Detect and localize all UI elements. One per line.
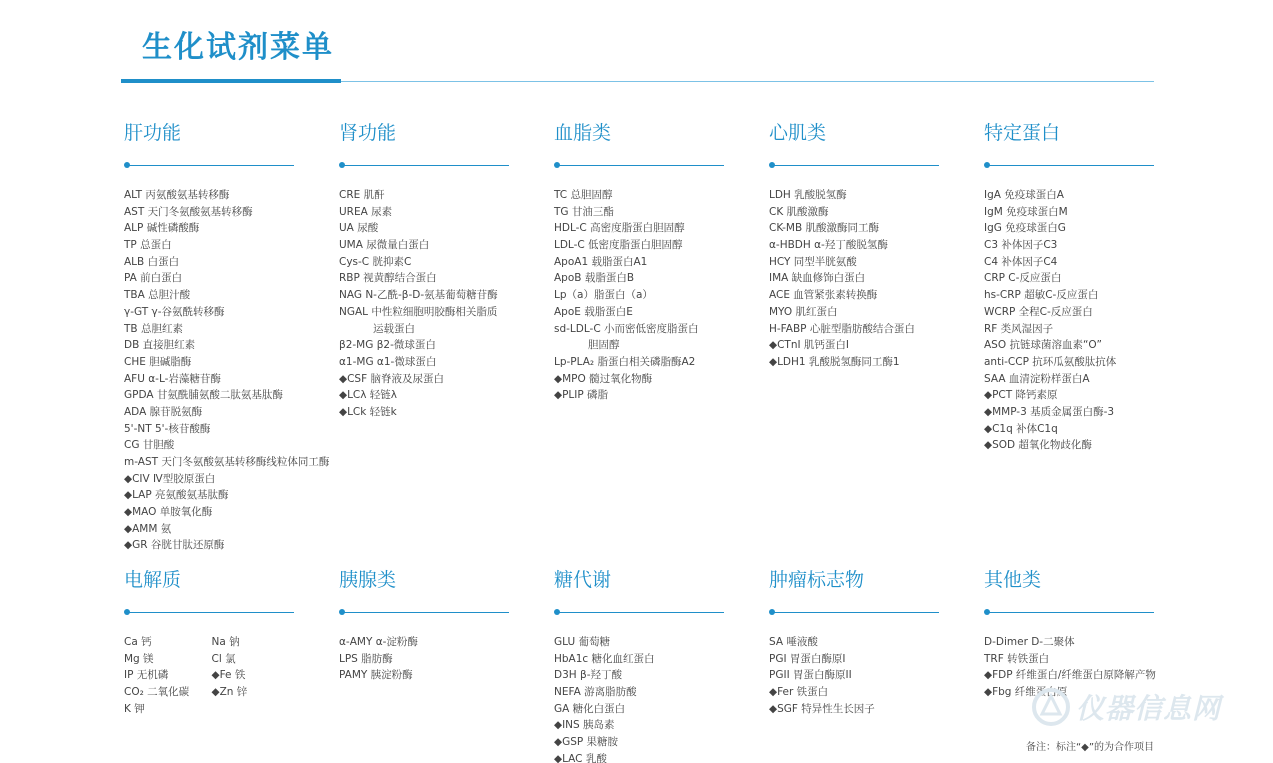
list-item: m-AST 天门冬氨酸氨基转移酶线粒体同工酶 xyxy=(124,456,330,468)
list-item: PGII 胃蛋白酶原II xyxy=(769,669,852,682)
section-title-other: 其他类 xyxy=(984,569,1042,591)
list-item: anti-CCP 抗环瓜氨酸肽抗体 xyxy=(984,355,1117,368)
list-item: HDL-C 高密度脂蛋白胆固醇 xyxy=(554,222,685,235)
item-list-glucose xyxy=(554,634,729,763)
list-item: hs-CRP 超敏C-反应蛋白 xyxy=(984,289,1099,302)
item-list-liver xyxy=(124,187,330,554)
list-item: Mg 镁 xyxy=(124,652,154,665)
section-electrolyte xyxy=(124,567,299,717)
list-item: GA 糖化白蛋白 xyxy=(554,702,626,715)
list-item: HCY 同型半胱氨酸 xyxy=(769,255,857,268)
item-list-kidney xyxy=(339,187,514,421)
section-title-tumor-marker: 肿瘤标志物 xyxy=(769,569,865,591)
section-other xyxy=(984,567,1159,701)
list-item: α-HBDH α-羟丁酸脱氢酶 xyxy=(769,239,888,252)
list-item: TRF 转铁蛋白 xyxy=(984,652,1050,665)
section-tumor-marker xyxy=(769,567,944,717)
list-item: TB 总胆红素 xyxy=(124,322,183,335)
section-title-kidney: 肾功能 xyxy=(339,122,397,144)
list-item: TC 总胆固醇 xyxy=(554,189,613,201)
page-title: 生化试剂菜单 xyxy=(142,30,334,65)
list-item: ◆MAO 单胺氧化酶 xyxy=(124,506,213,519)
list-item: WCRP 全程C-反应蛋白 xyxy=(984,305,1093,318)
list-item: AST 天门冬氨酸氨基转移酶 xyxy=(124,205,253,218)
section-title-glucose: 糖代谢 xyxy=(554,569,612,591)
list-item: GLU 葡萄糖 xyxy=(554,636,610,648)
list-item: SAA 血清淀粉样蛋白A xyxy=(984,372,1090,385)
section-kidney xyxy=(339,120,514,421)
list-item: DB 直接胆红素 xyxy=(124,339,196,352)
list-item: Lp（a）脂蛋白（a） xyxy=(554,289,653,302)
list-item: HbA1c 糖化血红蛋白 xyxy=(554,652,655,665)
section-divider xyxy=(554,608,724,616)
section-title-liver: 肝功能 xyxy=(124,122,182,144)
list-item: CHE 胆碱脂酶 xyxy=(124,355,192,368)
list-item: ACE 血管紧张素转换酶 xyxy=(769,289,878,302)
list-item: PGI 胃蛋白酶原I xyxy=(769,652,846,665)
list-item: SA 唾液酸 xyxy=(769,636,818,648)
list-item: ◆PCT 降钙素原 xyxy=(984,389,1058,402)
watermark-logo-icon xyxy=(1030,686,1072,728)
list-item: LDH 乳酸脱氢酶 xyxy=(769,189,847,201)
list-item: CK 肌酸激酶 xyxy=(769,205,829,218)
list-item: α1-MG α1-微球蛋白 xyxy=(339,355,437,368)
list-item: ◆LAP 亮氨酸氨基肽酶 xyxy=(124,489,229,502)
list-item: ADA 腺苷脱氨酶 xyxy=(124,405,203,418)
electrolyte-column-1 xyxy=(124,634,212,717)
list-item: CRP C-反应蛋白 xyxy=(984,272,1062,285)
section-glucose xyxy=(554,567,729,763)
list-item: ◆MPO 髓过氧化物酶 xyxy=(554,372,653,385)
section-liver xyxy=(124,120,330,554)
list-item: IgA 免疫球蛋白A xyxy=(984,189,1064,201)
list-item: ◆INS 胰岛素 xyxy=(554,719,615,732)
list-item: NGAL 中性粒细胞明胶酶相关脂质 xyxy=(339,305,498,318)
list-item: PAMY 胰淀粉酶 xyxy=(339,669,413,682)
item-list-specific-protein xyxy=(984,187,1159,454)
list-item: ◆LAC 乳酸 xyxy=(554,752,607,763)
list-item: IgM 免疫球蛋白M xyxy=(984,205,1068,218)
list-item: ApoE 载脂蛋白E xyxy=(554,305,633,318)
list-item: RBP 视黄醇结合蛋白 xyxy=(339,272,437,285)
list-item: α-AMY α-淀粉酶 xyxy=(339,636,418,648)
list-item: MYO 肌红蛋白 xyxy=(769,305,838,318)
list-item: ◆LDH1 乳酸脱氢酶同工酶1 xyxy=(769,355,900,368)
list-item: ◆CTnI 肌钙蛋白I xyxy=(769,339,850,352)
list-item: ◆AMM 氨 xyxy=(124,522,172,535)
watermark-logo xyxy=(1030,683,1260,731)
list-item: RF 类风湿因子 xyxy=(984,322,1054,335)
list-item: ALB 白蛋白 xyxy=(124,255,180,268)
list-item: 5'-NT 5'-核苷酸酶 xyxy=(124,422,211,435)
item-list-lipid xyxy=(554,187,729,404)
item-list-tumor-marker xyxy=(769,634,944,717)
list-item: K 钾 xyxy=(124,702,145,715)
item-list-pancreas xyxy=(339,634,514,684)
list-item: LDL-C 低密度脂蛋白胆固醇 xyxy=(554,239,683,252)
list-item: IP 无机磷 xyxy=(124,669,169,682)
list-item: AFU α-L-岩藻糖苷酶 xyxy=(124,372,221,385)
list-item: UA 尿酸 xyxy=(339,222,379,235)
list-item: CG 甘胆酸 xyxy=(124,439,175,452)
section-divider xyxy=(339,608,509,616)
section-divider xyxy=(769,161,939,169)
section-title-cardiac: 心肌类 xyxy=(769,122,827,144)
watermark-text: 仪器信息网 xyxy=(1076,692,1222,725)
list-item-continuation: 胆固醇 xyxy=(588,339,620,352)
list-item: ◆LCk 轻链k xyxy=(339,405,397,418)
list-item: ◆SOD 超氧化物歧化酶 xyxy=(984,439,1092,452)
list-item: ◆FDP 纤维蛋白/纤维蛋白原降解产物 xyxy=(984,669,1156,682)
list-item: ◆SGF 特异性生长因子 xyxy=(769,702,875,715)
section-divider xyxy=(984,161,1154,169)
item-list-cardiac xyxy=(769,187,944,371)
list-item: ApoB 载脂蛋白B xyxy=(554,272,635,285)
list-item: ◆Fbg 纤维蛋白原 xyxy=(984,686,1068,699)
section-divider xyxy=(124,608,294,616)
footnote: 备注：标注“◆”的为合作项目 xyxy=(1026,742,1155,753)
section-title-pancreas: 胰腺类 xyxy=(339,569,397,591)
list-item-continuation: 运载蛋白 xyxy=(373,322,415,335)
list-item: sd-LDL-C 小而密低密度脂蛋白 xyxy=(554,322,699,335)
list-item: ApoA1 载脂蛋白A1 xyxy=(554,255,648,268)
list-item: ◆MMP-3 基质金属蛋白酶-3 xyxy=(984,405,1115,418)
list-item: ◆Fe 铁 xyxy=(211,669,246,682)
list-item: NEFA 游离脂肪酸 xyxy=(554,686,637,699)
section-divider xyxy=(769,608,939,616)
list-item: CK-MB 肌酸激酶同工酶 xyxy=(769,222,880,235)
section-cardiac xyxy=(769,120,944,371)
list-item: D-Dimer D-二聚体 xyxy=(984,636,1075,648)
list-item: ◆Zn 锌 xyxy=(211,686,248,699)
list-item: ◆GSP 果糖胺 xyxy=(554,736,619,749)
section-lipid xyxy=(554,120,729,404)
electrolyte-column-2 xyxy=(212,634,300,717)
list-item: ◆C1q 补体C1q xyxy=(984,422,1058,435)
list-item: TG 甘油三酯 xyxy=(554,205,614,218)
list-item: Ca 钙 xyxy=(124,636,152,648)
list-item: ◆PLIP 磷脂 xyxy=(554,389,609,402)
list-item: C3 补体因子C3 xyxy=(984,239,1058,252)
list-item: CRE 肌酐 xyxy=(339,189,385,201)
list-item: ASO 抗链球菌溶血素“O” xyxy=(984,339,1102,352)
list-item: β2-MG β2-微球蛋白 xyxy=(339,339,436,352)
section-title-electrolyte: 电解质 xyxy=(124,569,182,591)
list-item: LPS 脂肪酶 xyxy=(339,652,393,665)
list-item: D3H β-羟丁酸 xyxy=(554,669,622,682)
list-item: H-FABP 心脏型脂肪酸结合蛋白 xyxy=(769,322,915,335)
list-item: IMA 缺血修饰白蛋白 xyxy=(769,272,866,285)
list-item: ALT 丙氨酸氨基转移酶 xyxy=(124,189,230,201)
item-list-electrolyte xyxy=(124,634,299,717)
list-item: ◆Fer 铁蛋白 xyxy=(769,686,829,699)
list-item: ◆GR 谷胱甘肽还原酶 xyxy=(124,539,225,552)
list-item: ◆LCλ 轻链λ xyxy=(339,389,398,402)
list-item: ◆CSF 脑脊液及尿蛋白 xyxy=(339,372,444,385)
list-item: TBA 总胆汁酸 xyxy=(124,289,191,302)
section-title-specific-protein: 特定蛋白 xyxy=(984,122,1061,144)
list-item: C4 补体因子C4 xyxy=(984,255,1058,268)
list-item: CO₂ 二氧化碳 xyxy=(124,686,190,699)
list-item: IgG 免疫球蛋白G xyxy=(984,222,1066,235)
list-item: ◆CIV Ⅳ型胶原蛋白 xyxy=(124,472,216,485)
section-specific-protein xyxy=(984,120,1159,454)
list-item: γ-GT γ-谷氨酰转移酶 xyxy=(124,305,225,318)
section-divider xyxy=(984,608,1154,616)
list-item: ALP 碱性磷酸酶 xyxy=(124,222,200,235)
list-item: NAG N-乙酰-β-D-氨基葡萄糖苷酶 xyxy=(339,289,498,302)
section-divider xyxy=(339,161,509,169)
section-pancreas xyxy=(339,567,514,684)
section-divider xyxy=(554,161,724,169)
list-item: Na 钠 xyxy=(211,636,240,648)
list-item: GPDA 甘氨酰脯氨酸二肽氨基肽酶 xyxy=(124,389,283,402)
list-item: Lp-PLA₂ 脂蛋白相关磷脂酶A2 xyxy=(554,355,696,368)
title-underline-accent xyxy=(121,79,341,83)
list-item: Cl 氯 xyxy=(211,652,236,665)
list-item: UMA 尿微量白蛋白 xyxy=(339,239,430,252)
list-item: PA 前白蛋白 xyxy=(124,272,183,285)
section-title-lipid: 血脂类 xyxy=(554,122,612,144)
list-item: Cys-C 胱抑素C xyxy=(339,255,412,268)
section-divider xyxy=(124,161,294,169)
list-item: UREA 尿素 xyxy=(339,205,393,218)
list-item: TP 总蛋白 xyxy=(124,239,172,252)
